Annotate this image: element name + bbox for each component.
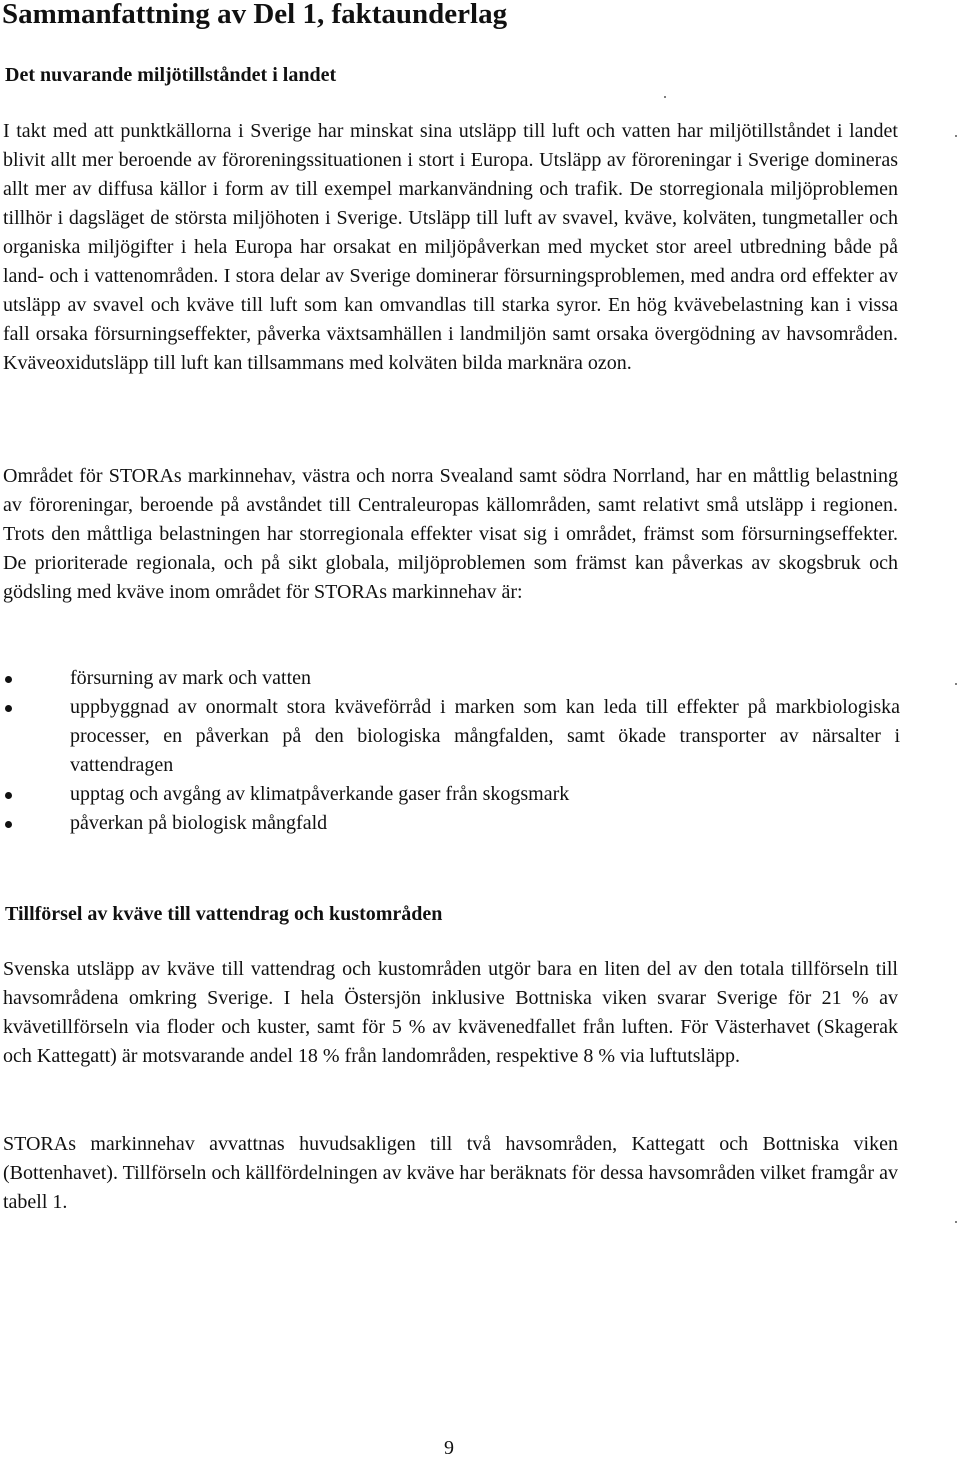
section-heading-environment: Det nuvarande miljötillståndet i landet: [5, 64, 337, 86]
scan-speck: [955, 1221, 957, 1223]
priority-problems-list: [0, 664, 900, 838]
bullet-icon: [5, 676, 12, 683]
list-item-text: upptag och avgång av klimatpåverkande gaser från skogsmark: [70, 783, 570, 805]
list-item-text: påverkan på biologisk mångfald: [70, 812, 328, 834]
bullet-icon: [5, 792, 12, 799]
list-item: [0, 693, 900, 780]
scan-speck: [955, 135, 957, 137]
document-title: Sammanfattning av Del 1, faktaunderlag: [2, 0, 508, 30]
list-item: [0, 780, 900, 809]
list-item-text: försurning av mark och vatten: [70, 667, 312, 689]
paragraph-stora-area: Området för STORAs markinnehav, västra och norra Svealand samt södra Norrland, har en måttlig belastning av föroreningar, beroende på avståndet till Centraleuropas källområden, samt relativt små utsläpp i regionen. Trots den måttliga belastningen har storregionala effekter visat sig i området, främst som försurningseffekter. De prioriterade regionala, och på sikt globala, miljöproblemen som främst kan påverkas av skogsbruk och gödsling med kväve inom området för STORAs markinnehav är:: [3, 465, 898, 603]
scan-speck: [664, 96, 666, 98]
list-item: [0, 664, 900, 693]
paragraph-environment-state: I takt med att punktkällorna i Sverige har minskat sina utsläpp till luft och vatten har miljötillståndet i landet blivit allt mer beroende av föroreningssituationen i stort i Europa. Utsläpp av föroreningar i Sverige domineras allt mer av diffusa källor i form av till exempel markanvändning och trafik. De storregionala miljöproblemen tillhör i dagsläget de största miljöhoten i Sverige. Utsläpp till luft av svavel, kväve, kolväten, tungmetaller och organiska miljögifter i hela Europa har orsakat en miljöpåverkan med mycket stor areel utbredning både på land- och i vattenområden. I stora delar av Sverige dominerar försurningsproblemen, med andra ord effekter av utsläpp av svavel och kväve till luft som kan omvandlas till starka syror. En hög kvävebelastning kan i vissa fall orsaka försurningseffekter, påverka växtsamhällen i landmiljön samt orsaka övergödning av havsområden. Kväveoxidutsläpp till luft kan tillsammans med kolväten bilda marknära ozon.: [3, 120, 898, 374]
page-number: 9: [444, 1437, 454, 1459]
bullet-icon: [5, 705, 12, 712]
scan-speck: [955, 683, 957, 685]
list-item: [0, 809, 900, 838]
paragraph-stora-drainage: STORAs markinnehav avvattnas huvudsakligen till två havsområden, Kattegatt och Bottniska viken (Bottenhavet). Tillförseln och källfördelningen av kväve har beräknats för dessa havsområden vilket framgår av tabell 1.: [3, 1133, 898, 1213]
bullet-icon: [5, 821, 12, 828]
list-item-text: uppbyggnad av onormalt stora kväveförråd i marken som kan leda till effekter på markbiologiska processer, en påverkan på den biologiska mångfalden, samt ökade transporter av närsalter i vattendragen: [70, 696, 900, 776]
paragraph-nitrogen-supply: Svenska utsläpp av kväve till vattendrag och kustområden utgör bara en liten del av den totala tillförseln till havsområdena omkring Sverige. I hela Östersjön inklusive Bottniska viken svarar Sverige för 21 % av kvävetillförseln via floder och kuster, samt för 5 % av kvävenedfallet från luften. För Västerhavet (Skagerak och Kattegatt) är motsvarande andel 18 % från landområden, respektive 8 % via luftutsläpp.: [3, 958, 898, 1067]
section-heading-nitrogen: Tillförsel av kväve till vattendrag och kustområden: [5, 903, 443, 925]
